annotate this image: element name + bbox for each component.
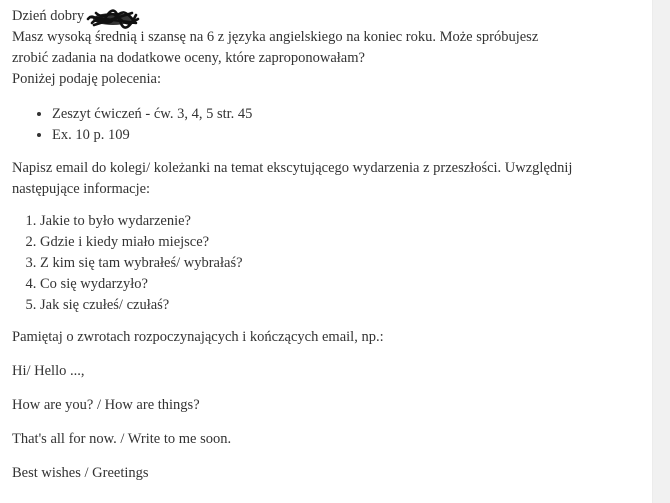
question-item: 4. Co się wydarzyło?: [40, 274, 642, 295]
task-list: [12, 104, 642, 146]
message-body: [12, 6, 642, 497]
phrase-how-are-you: How are you? / How are things?: [12, 397, 200, 413]
task-item: • Zeszyt ćwiczeń - ćw. 3, 4, 5 str. 45: [52, 104, 642, 125]
intro-line-1: Masz wysoką średnią i szansę na 6 z języka angielskiego na koniec roku. Może spróbujesz: [12, 29, 539, 45]
greeting-text: Dzień dobry: [12, 8, 85, 24]
vertical-scrollbar[interactable]: [652, 0, 670, 503]
email-task-line-2: następujące informacje:: [12, 181, 151, 197]
task-item: • Ex. 10 p. 109: [52, 125, 642, 146]
question-item: 3. Z kim się tam wybrałeś/ wybrałaś?: [40, 253, 642, 274]
greeting-wrap: [12, 6, 84, 27]
intro-line-2: zrobić zadania na dodatkowe oceny, które zaproponowałam?: [12, 50, 365, 66]
email-task-line-1: Napisz email do kolegi/ koleżanki na temat ekscytującego wydarzenia z przeszłości. Uwzględnij: [12, 160, 573, 176]
redaction-scribble: [86, 7, 140, 31]
question-item: 5. Jak się czułeś/ czułaś?: [40, 295, 642, 316]
phrase-greeting: Hi/ Hello ...,: [12, 363, 85, 379]
phrase-closing: That's all for now. / Write to me soon.: [12, 431, 232, 447]
reminder-text: Pamiętaj o zwrotach rozpoczynających i kończących email, np.:: [12, 329, 384, 345]
question-item: 2. Gdzie i kiedy miało miejsce?: [40, 232, 642, 253]
phrase-sign-off: Best wishes / Greetings: [12, 465, 149, 481]
question-list: [12, 211, 642, 316]
intro-line-3: Poniżej podaję polecenia:: [12, 71, 161, 87]
question-item: 1. Jakie to było wydarzenie?: [40, 211, 642, 232]
